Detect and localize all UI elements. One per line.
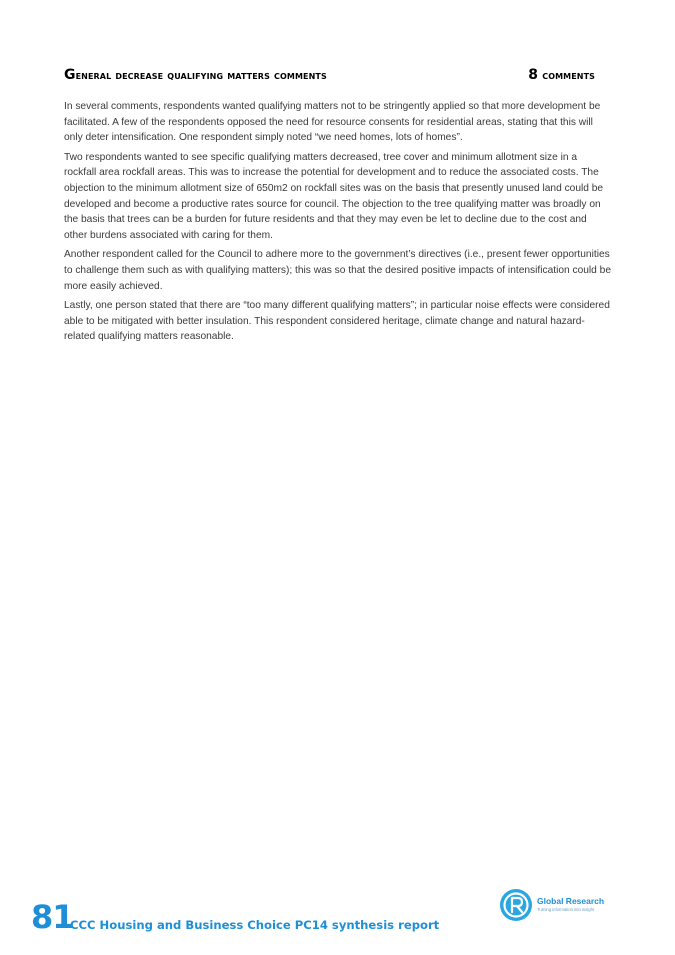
comment-count [528,67,595,83]
paragraph: Another respondent called for the Council to adhere more to the government’s directives (i.e., present fewer opportunities to challenge them such as with qualifying matters); this was so that the desired positive impacts of intensification could be more easily achieved. [64,249,612,292]
global-research-logo [499,888,639,924]
paragraph: In several comments, respondents wanted qualifying matters not to be stringently applied so that more development be facilitated. A few of the respondents opposed the need for resource consents for residential areas, stating that this will only deter intensification. One respondent simply noted “we need homes, lots of homes”. [64,101,601,144]
section-heading-text: General decrease qualifying matters comments [64,67,327,83]
section-heading-row [64,67,599,87]
logo-tagline: Turning information into insight [537,907,595,912]
report-title: CCC Housing and Business Choice PC14 synthesis report [70,918,440,932]
page-number: 81 [31,898,74,936]
comment-count-number: 8 [528,67,539,83]
paragraph: Two respondents wanted to see specific qualifying matters decreased, tree cover and minimum allotment size in a rockfall area rockfall areas. This was to increase the potential for development and to reduce the associated costs. The objection to the minimum allotment size of 650m2 on rockfall sites was on the basis that presently unused land could be developed and become a productive rates source for council. The objection to the tree qualifying matter was broadly on the basis that trees can be a burden for future residents and that they may even be let to decline due to the cost and other burdens associated with caring for them. [64,151,604,241]
paragraph: Lastly, one person stated that there are “too many different qualifying matters”; in particular noise effects were considered able to be mitigated with better insulation. This respondent considered heritage, climate change and natural hazard-related qualifying matters reasonable. [64,300,610,343]
logo-name: Global Research [537,896,605,906]
comment-count-label: comments [542,68,595,82]
global-research-logo-icon [499,888,533,922]
section-heading [64,67,327,83]
section-body [64,99,612,349]
